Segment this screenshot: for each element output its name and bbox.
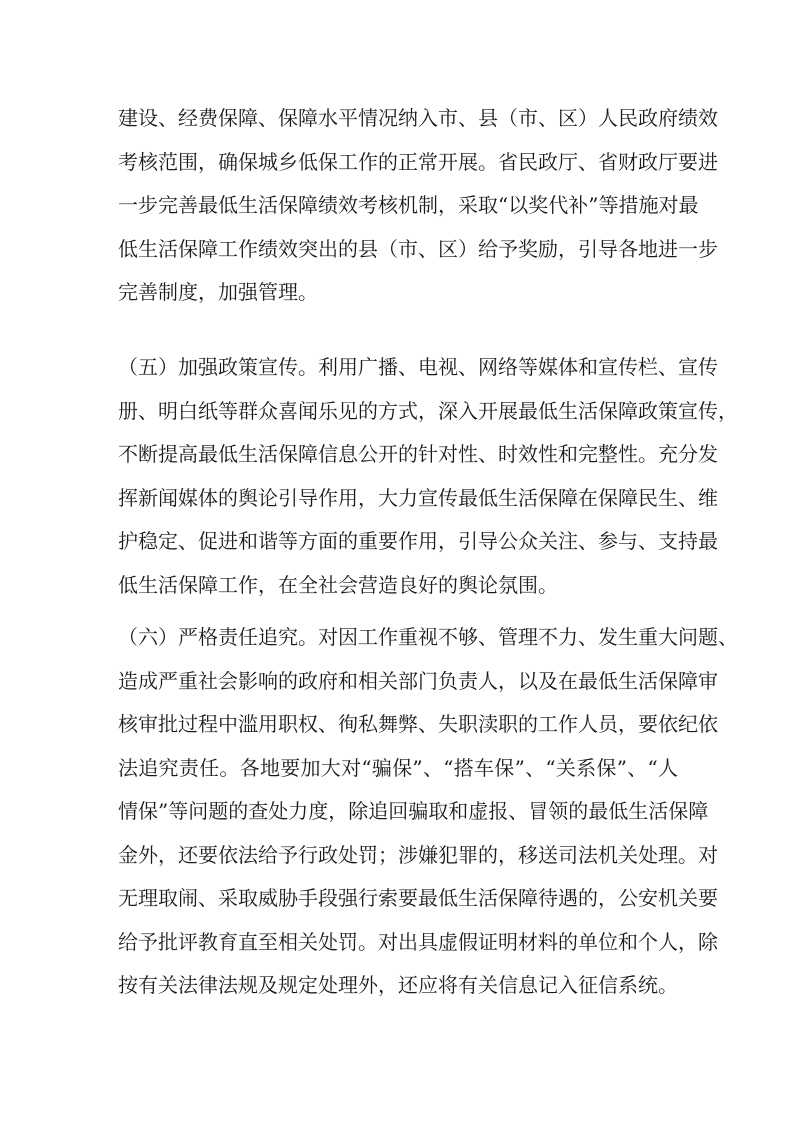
text-line: （六）严格责任追究。对因工作重视不够、管理不力、发生重大问题、 <box>118 625 738 649</box>
text-line: 挥新闻媒体的舆论引导作用，大力宣传最低生活保障在保障民生、维 <box>118 485 718 510</box>
text-line: （五）加强政策宣传。利用广播、电视、网络等媒体和宣传栏、宣传 <box>118 355 718 379</box>
text-line: 法追究责任。各地要加大对“骗保”、“搭车保”、“关系保”、“人 <box>118 755 678 780</box>
text-line: 护稳定、促进和谐等方面的重要作用，引导公众关注、参与、支持最 <box>118 529 718 553</box>
paragraph-policy-publicity <box>118 346 738 607</box>
text-line: 建设、经费保障、保障水平情况纳入市、县（市、区）人民政府绩效 <box>118 106 718 130</box>
text-line: 不断提高最低生活保障信息公开的针对性、时效性和完整性。充分发 <box>118 442 718 466</box>
text-line: 情保”等问题的查处力度，除追回骗取和虚报、冒领的最低生活保障 <box>118 799 709 823</box>
text-line: 按有关法律法规及规定处理外，还应将有关信息记入征信系统。 <box>118 973 678 997</box>
text-line: 考核范围，确保城乡低保工作的正常开展。省民政厅、省财政厅要进 <box>118 149 718 174</box>
text-line: 给予批评教育直至相关处罚。对出具虚假证明材料的单位和个人，除 <box>118 929 718 954</box>
text-line: 造成严重社会影响的政府和相关部门负责人，以及在最低生活保障审 <box>118 668 718 693</box>
text-line: 完善制度，加强管理。 <box>118 280 318 304</box>
text-line: 无理取闹、采取威胁手段强行索要最低生活保障待遇的，公安机关要 <box>118 886 718 910</box>
text-line: 册、明白纸等群众喜闻乐见的方式，深入开展最低生活保障政策宣传， <box>118 398 738 423</box>
text-line: 核审批过程中滥用职权、徇私舞弊、失职渎职的工作人员，要依纪依 <box>118 712 718 736</box>
paragraph-performance-assessment <box>118 97 718 315</box>
text-line: 金外，还要依法给予行政处罚；涉嫌犯罪的，移送司法机关处理。对 <box>118 842 718 867</box>
text-line: 一步完善最低生活保障绩效考核机制，采取“以奖代补”等措施对最 <box>118 193 699 217</box>
text-line: 低生活保障工作绩效突出的县（市、区）给予奖励，引导各地进一步 <box>118 236 718 261</box>
paragraph-accountability <box>118 616 738 1008</box>
text-line: 低生活保障工作，在全社会营造良好的舆论氛围。 <box>118 572 558 597</box>
